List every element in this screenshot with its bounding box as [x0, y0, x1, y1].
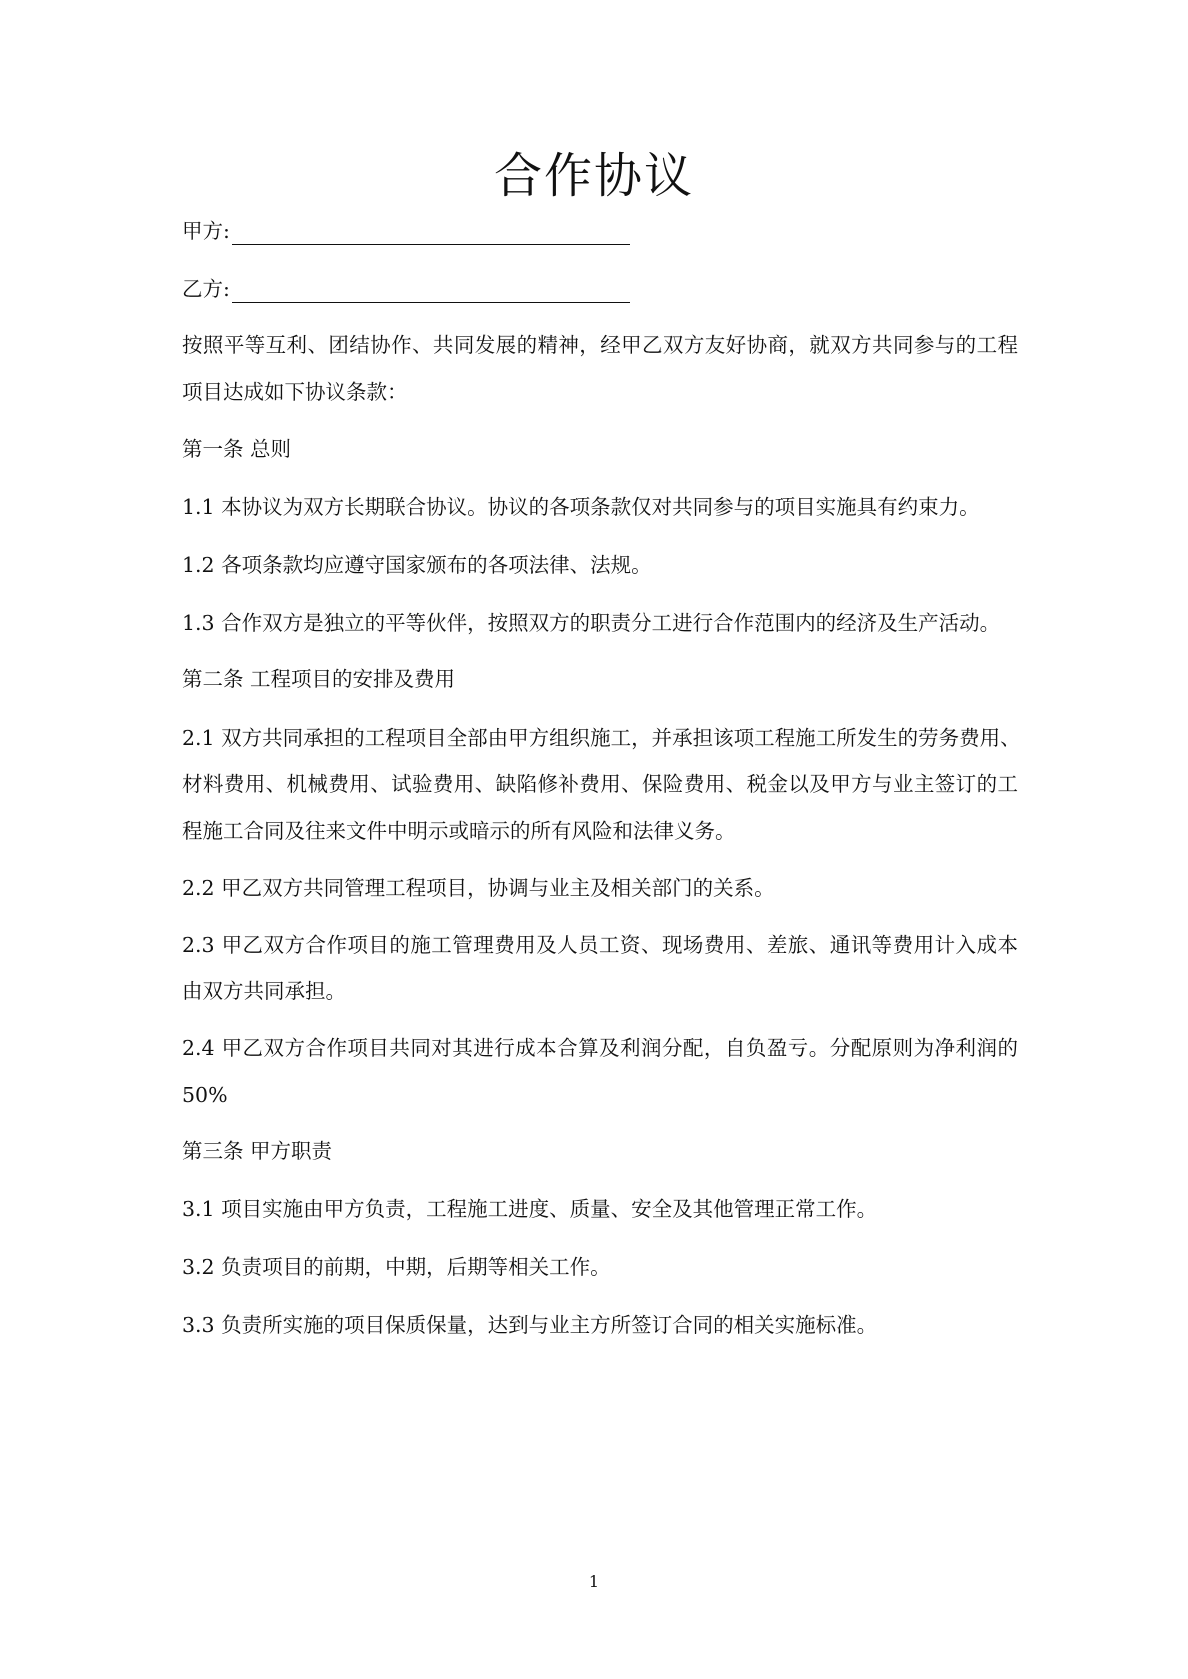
clause-2-1-line-1: 2.1 双方共同承担的工程项目全部由甲方组织施工，并承担该项工程施工所发生的劳务费用、 — [182, 726, 1021, 750]
preamble-line-1: 按照平等互利、团结协作、共同发展的精神，经甲乙双方友好协商，就双方共同参与的工程 — [182, 333, 1018, 357]
party-b-line — [182, 275, 630, 303]
clause-2-4-line-2: 50% — [182, 1083, 228, 1107]
page-number: 1 — [588, 1572, 600, 1591]
clause-2-2: 2.2 甲乙双方共同管理工程项目，协调与业主及相关部门的关系。 — [182, 876, 775, 900]
article-1-heading: 第一条 总则 — [182, 437, 292, 461]
article-2-heading: 第二条 工程项目的安排及费用 — [182, 667, 456, 691]
document-title: 合作协议 — [493, 148, 694, 204]
clause-1-1: 1.1 本协议为双方长期联合协议。协议的各项条款仅对共同参与的项目实施具有约束力。 — [182, 495, 980, 519]
clause-3-3: 3.3 负责所实施的项目保质保量，达到与业主方所签订合同的相关实施标准。 — [182, 1313, 878, 1337]
party-b-blank — [232, 282, 630, 303]
clause-3-1: 3.1 项目实施由甲方负责，工程施工进度、质量、安全及其他管理正常工作。 — [182, 1197, 878, 1221]
clause-3-2: 3.2 负责项目的前期，中期，后期等相关工作。 — [182, 1255, 611, 1279]
clause-1-2: 1.2 各项条款均应遵守国家颁布的各项法律、法规。 — [182, 553, 652, 577]
clause-2-4-line-1: 2.4 甲乙双方合作项目共同对其进行成本合算及利润分配，自负盈亏。分配原则为净利润的 — [182, 1036, 1018, 1060]
party-a-blank — [232, 224, 630, 245]
clause-2-3-line-1: 2.3 甲乙双方合作项目的施工管理费用及人员工资、现场费用、差旅、通讯等费用计入成本 — [182, 933, 1018, 957]
clause-2-1-line-2: 材料费用、机械费用、试验费用、缺陷修补费用、保险费用、税金以及甲方与业主签订的工 — [182, 772, 1018, 796]
party-a-line — [182, 217, 630, 245]
preamble-line-2: 项目达成如下协议条款： — [182, 380, 408, 404]
clause-2-1-line-3: 程施工合同及往来文件中明示或暗示的所有风险和法律义务。 — [182, 819, 736, 843]
clause-2-3-line-2: 由双方共同承担。 — [182, 979, 346, 1003]
party-b-label: 乙方: — [182, 277, 230, 301]
clause-1-3: 1.3 合作双方是独立的平等伙伴，按照双方的职责分工进行合作范围内的经济及生产活动。 — [182, 611, 1001, 635]
party-a-label: 甲方: — [182, 219, 230, 243]
article-3-heading: 第三条 甲方职责 — [182, 1139, 333, 1163]
